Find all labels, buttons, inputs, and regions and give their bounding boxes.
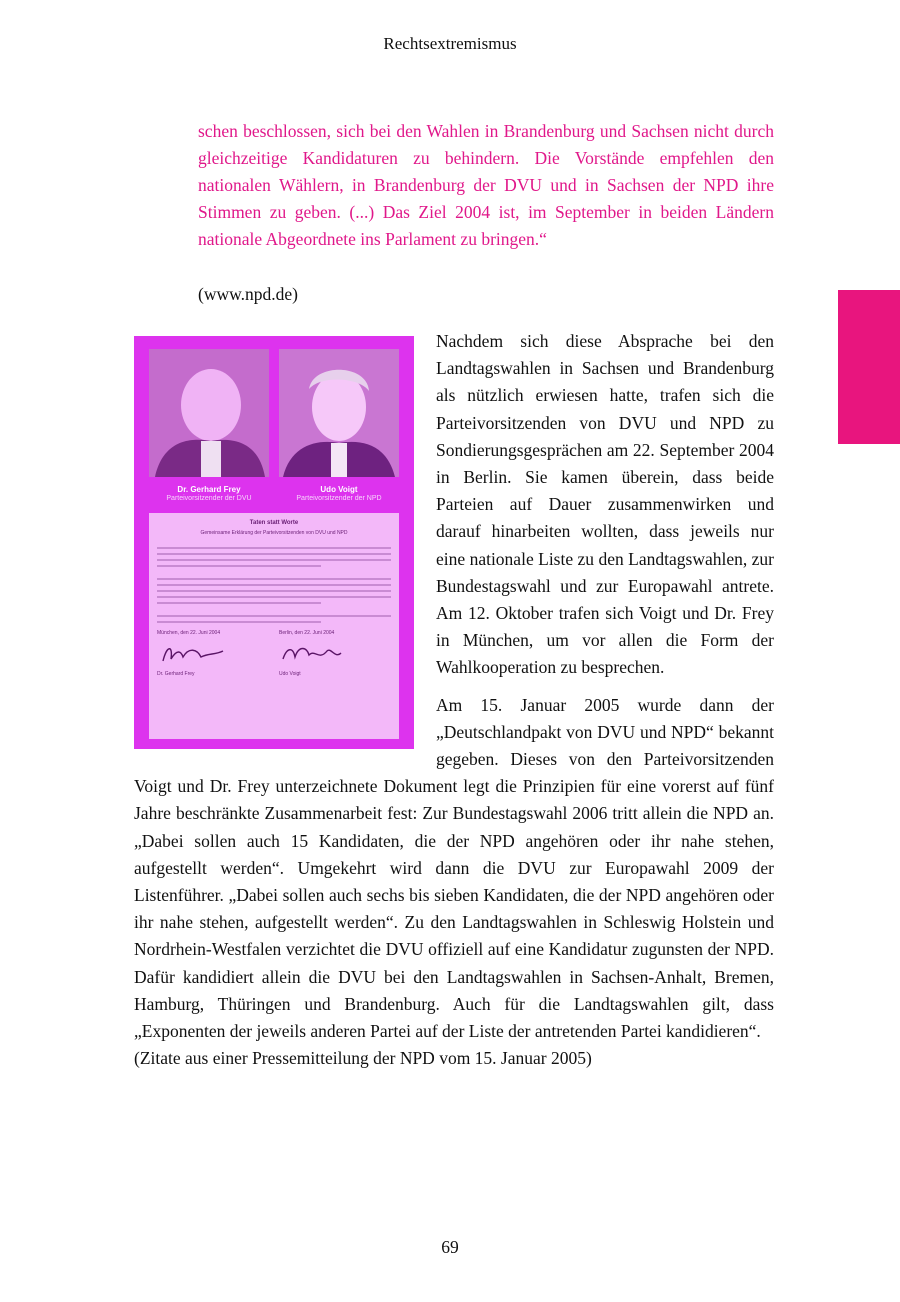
caption-frey-role: Parteivorsitzender der DVU [166,495,252,502]
caption-voigt-role: Parteivorsitzender der NPD [296,495,382,502]
declaration-subtitle: Gemeinsame Erklärung der Parteivorsitzenden von DVU und NPD [200,530,348,536]
signature-date-left: München, den 22. Juni 2004 [157,630,221,636]
image-float-spacer [134,328,436,747]
running-header: Rechtsextremismus [383,34,517,53]
citation-source: (Zitate aus einer Pressemitteilung der NPD vom 15. Januar 2005) [134,1048,592,1069]
declaration-title: Taten statt Worte [249,520,299,526]
signature-date-right: Berlin, den 22. Juni 2004 [279,630,335,636]
chapter-tab-marker [838,290,900,444]
main-text [134,328,774,1072]
signer-left: Dr. Gerhard Frey [157,671,195,677]
signer-right: Udo Voigt [279,671,301,677]
page-number: 69 [441,1237,459,1257]
quote-source: (www.npd.de) [198,284,298,304]
caption-voigt-name: Udo Voigt [320,485,358,494]
quote-block: schen beschlossen, sich bei den Wahlen in Brandenburg und Sachsen nicht durch gleichzeitige Kandidaturen zu behindern. Die Vorstände empfehlen den nationalen Wählern, in Brandenburg der DVU und in Sachsen der NPD ihre Stimmen zu geben. (...) Das Ziel 2004 ist, im September in beiden Ländern nationale Abgeordnete ins Parlament zu bringen.“ [198,121,774,249]
paragraph: Am 15. Januar 2005 wurde dann der „Deutschlandpakt von DVU und NPD“ bekannt gegeben. Dieses von den Parteivorsitzenden Voigt und Dr. Frey unterzeichnete Dokument legt die Prinzipien für eine vorerst auf fünf Jahre beschränkte Zusammenarbeit fest: Zur Bundestagswahl 2006 tritt allein die NPD an. „Dabei sollen auch 15 Kandidaten, die der NPD angehören oder ihr nahe stehen, aufgestellt werden“. Umgekehrt wird dann die DVU zur Europawahl 2009 der Listenführer. „Dabei sollen auch sechs bis sieben Kandidaten, die der NPD angehören oder ihr nahe stehen, aufgestellt werden“. Zu den Landtagswahlen in Schleswig Holstein und Nordrhein-Westfalen verzichtet die DVU offiziell auf eine Kandidatur zugunsten der NPD. Dafür kandidiert allein die DVU bei den Landtagswahlen in Sachsen-Anhalt, Bremen, Hamburg, Thüringen und Brandenburg. Auch für die Landtagswahlen gilt, dass „Exponenten der jeweils anderen Partei auf der Liste der antretenden Partei kandidieren“. [134,694,774,1042]
paragraph: Nachdem sich diese Absprache bei den Landtagswahlen in Sachsen und Brandenburg als nützlich erwiesen hatte, trafen sich die Parteivorsitzenden von DVU und NPD zu Sondierungsgesprächen am 22. September 2004 in Berlin. Sie kamen überein, dass beide Parteien auf Dauer zusammenwirken und darauf hinarbeiten wollten, dass jeweils nur eine nationale Liste zu den Landtagswahlen, zur Bundestagswahl und zur Europawahl antrete. Am 12. Oktober trafen sich Voigt und Dr. Frey in München, um vor allen die Form der Wahlkooperation zu besprechen. [436,331,774,678]
caption-frey-name: Dr. Gerhard Frey [177,485,241,494]
